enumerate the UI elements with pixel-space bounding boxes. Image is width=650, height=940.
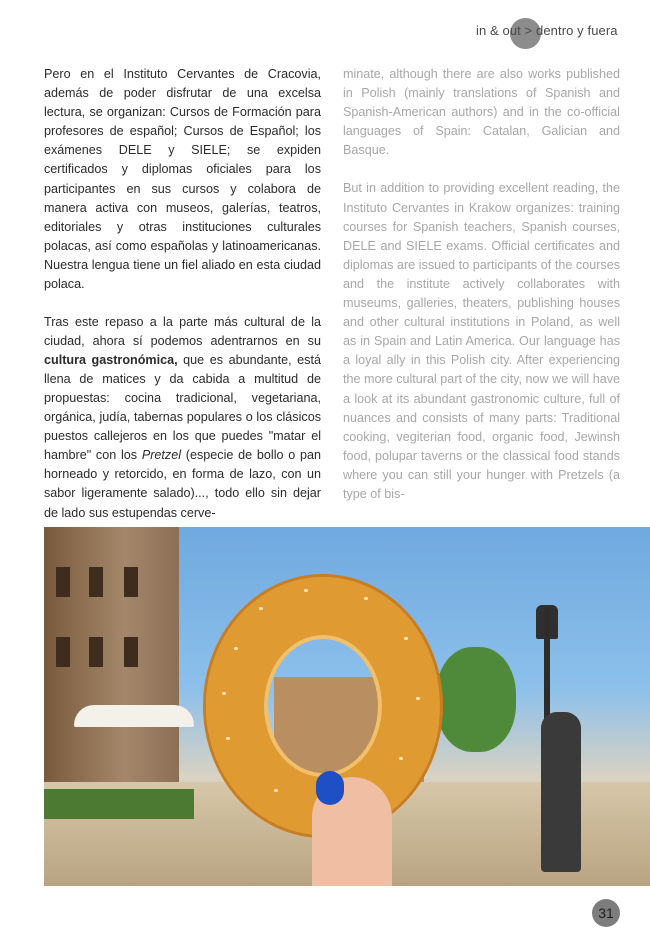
english-paragraph-2: But in addition to providing excellent reading, the Instituto Cervantes in Krakow organizes: training courses for Spanish teachers, Spanish courses, DELE and SIELE exams. Official certificates and diplomas are issued to participants of the courses and the institute actively collaborates with museums, galleries, theaters, publishing houses and other cultural institutions in Poland, as well as in Spain and Latin America. Our language has a loyal ally in this Polish city. After experiencing the more cultural part of the city, now we will have a look at its abundant gastronomic culture, full of nuances and consists of many parts: Traditional cooking, vegiterian food, organic food, Jewinsh food, polupar taverns or the classical food stands where you can still your hunger with Pretzels (a type of bis- [343,181,620,501]
running-title: in & out > dentro y fuera [476,23,618,38]
cafe-umbrella [74,705,194,727]
window [56,637,70,667]
spanish-paragraph-1: Pero en el Instituto Cervantes de Cracovia, además de poder disfrutar de una excelsa lectura, se organizan: Cursos de Formación para profesores de español; Cursos de Español; los exámenes DELE y SIELE; se expiden certificados y diplomas oficiales para los participantes en sus cursos y colabora de manera activa con museos, galerías, teatros, editoriales y otras instituciones culturales polacas, así como españolas y latinoamericanas. Nuestra lengua tiene un fiel aliado en esta ciudad polaca. [44,67,321,292]
window [124,567,138,597]
planter [44,789,194,819]
sesame-seed [304,589,308,592]
paragraph-text: Tras este repaso a la parte más cultural de la ciudad, ahora sí podemos adentrarnos en su [44,314,321,348]
sesame-seed [222,692,226,695]
page-number: 31 [592,899,620,927]
window [124,637,138,667]
sesame-seed [404,637,408,640]
paragraph-text: que es abundante, está llena de matices y da cabida a multitud de propuestas: cocina tradicional, vegetariana, orgánica, judía, tabernas populares o los clásicos puestos callejeros en los que puedes "matar el hambre" con los [44,352,321,463]
english-column [343,65,620,523]
pretzel-photo [44,527,650,886]
pedestrian [541,712,581,872]
window [89,567,103,597]
italic-word: Pretzel [141,448,182,463]
window [89,637,103,667]
sesame-seed [274,789,278,792]
sesame-seed [259,607,263,610]
bold-phrase: cultura gastronómica, [44,352,178,367]
paragraph-text: (especie de bollo o pan horneado y retorcido, en forma de lazo, con un sabor ligeramente salado)..., todo ello sin dejar de lado sus estupendas cerve- [44,448,322,520]
sesame-seed [226,737,230,740]
sesame-seed [416,697,420,700]
building-left [44,527,179,797]
sesame-seed [364,597,368,600]
spanish-paragraph-2 [44,313,321,523]
spanish-column [44,65,321,541]
sesame-seed [234,647,238,650]
window [56,567,70,597]
tree [436,647,516,752]
english-paragraph-1: minate, although there are also works published in Polish (mainly translations of Spanish and Spanish-American authors) and in the co-official languages of Spain: Catalan, Galician and Basque. [343,67,620,158]
sesame-seed [399,757,403,760]
painted-nail [316,771,344,805]
